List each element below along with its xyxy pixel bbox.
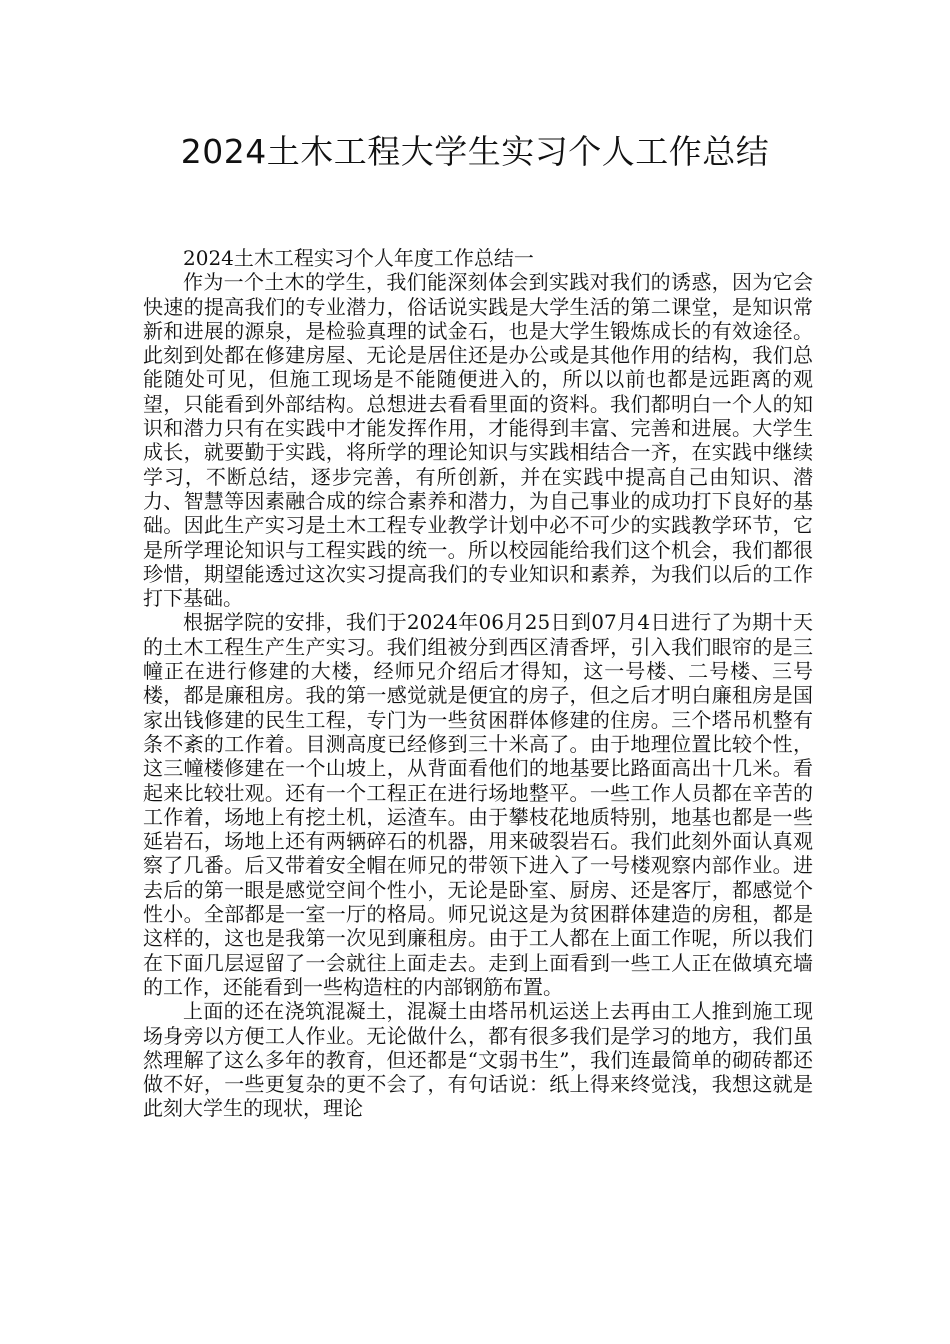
paragraph-2: 根据学院的安排，我们于2024年06月25日到07月4日进行了为期十天的土木工程生产生产实习。我们组被分到西区清香坪，引入我们眼帘的是三幢正在进行修建的大楼，经师兄介绍后才得知，这一号楼、二号楼、三号楼，都是廉租房。我的第一感觉就是便宜的房子，但之后才明白廉租房是国家出钱修建的民生工程，专门为一些贫困群体修建的住房。三个塔吊机整有条不紊的工作着。目测高度已经修到三十米高了。由于地理位置比较个性，这三幢楼修建在一个山坡上，从背面看他们的地基要比路面高出十几米。看起来比较壮观。还有一个工程正在进行场地整平。一些工作人员都在辛苦的工作着，场地上有挖土机，运渣车。由于攀枝花地质特别，地基也都是一些延岩石，场地上还有两辆碎石的机器，用来破裂岩石。我们此刻外面认真观察了几番。后又带着安全帽在师兄的带领下进入了一号楼观察内部作业。进去后的第一眼是感觉空间个性小，无论是卧室、厨房、还是客厅，都感觉个性小。全部都是一室一厅的格局。师兄说这是为贫困群体建造的房租，都是这样的，这也是我第一次见到廉租房。由于工人都在上面工作呢，所以我们在下面几层逗留了一会就往上面走去。走到上面看到一些工人正在做填充墙的工作，还能看到一些构造柱的内部钢筋布置。: [143, 610, 813, 999]
paragraph-3: 上面的还在浇筑混凝土，混凝土由塔吊机运送上去再由工人推到施工现场身旁以方便工人作业。无论做什么，都有很多我们是学习的地方，我们虽然理解了这么多年的教育，但还都是“文弱书生”，我们连最简单的砌砖都还做不好，一些更复杂的更不会了，有句话说：纸上得来终觉浅，我想这就是此刻大学生的现状，理论: [143, 999, 813, 1121]
document-body: [143, 246, 813, 1121]
document-title: 2024土木工程大学生实习个人工作总结: [180, 132, 770, 171]
section-heading: 2024土木工程实习个人年度工作总结一: [183, 246, 534, 270]
paragraph-1: 作为一个土木的学生，我们能深刻体会到实践对我们的诱惑，因为它会快速的提高我们的专业潜力，俗话说实践是大学生活的第二课堂，是知识常新和进展的源泉，是检验真理的试金石，也是大学生锻炼成长的有效途径。此刻到处都在修建房屋、无论是居住还是办公或是其他作用的结构，我们总能随处可见，但施工现场是不能随便进入的，所以以前也都是远距离的观望，只能看到外部结构。总想进去看看里面的资料。我们都明白一个人的知识和潜力只有在实践中才能发挥作用，才能得到丰富、完善和进展。大学生成长，就要勤于实践，将所学的理论知识与实践相结合一齐，在实践中继续学习，不断总结，逐步完善，有所创新，并在实践中提高自己由知识、潜力、智慧等因素融合成的综合素养和潜力，为自己事业的成功打下良好的基础。因此生产实习是土木工程专业教学计划中必不可少的实践教学环节，它是所学理论知识与工程实践的统一。所以校园能给我们这个机会，我们都很珍惜，期望能透过这次实习提高我们的专业知识和素养，为我们以后的工作打下基础。: [143, 270, 813, 611]
